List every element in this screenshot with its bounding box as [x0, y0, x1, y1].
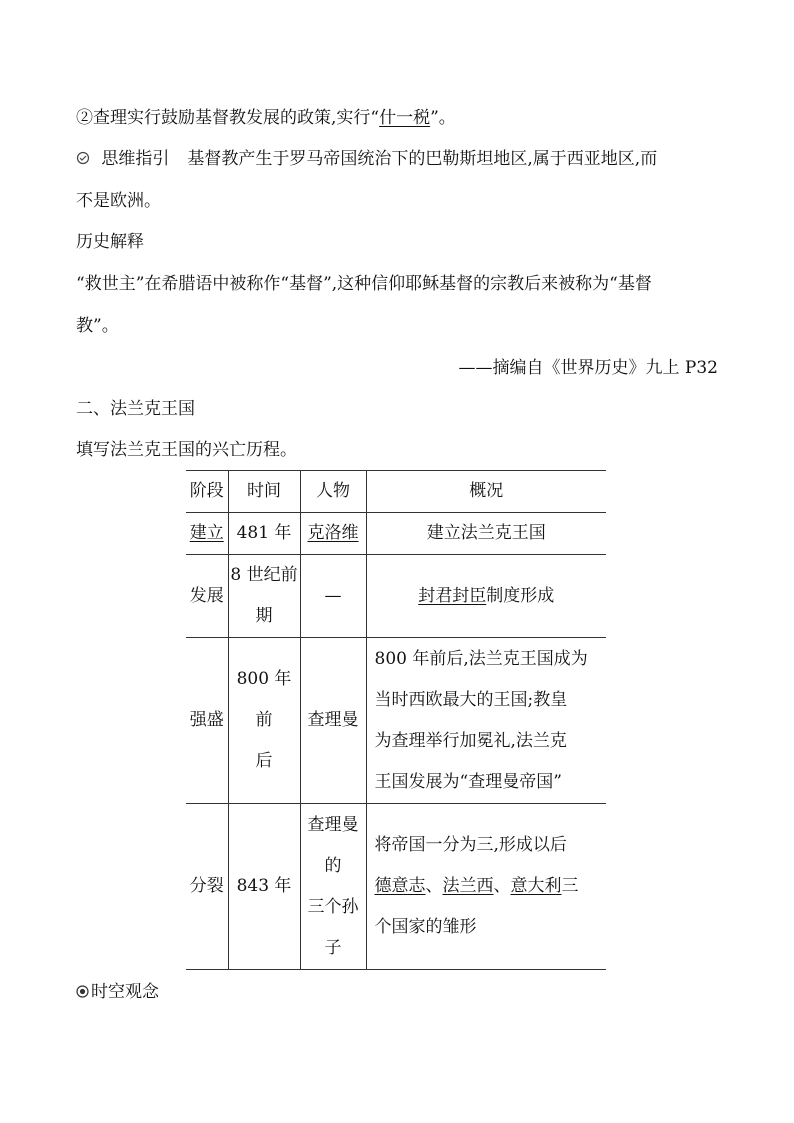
hint-icon — [76, 148, 90, 172]
policy-prefix: ②查理实行鼓励基督教发展的政策,实行“ — [76, 108, 380, 128]
policy-line — [76, 106, 456, 130]
time-cell: 8 世纪前 期 — [228, 555, 300, 638]
overview-cell: 800 年前后,法兰克王国成为 当时西欧最大的王国;教皇 为查理举行加冕礼,法兰克 王国发展为“查理曼帝国” — [366, 638, 606, 804]
overview-cell: 将帝国一分为三,形成以后 德意志、法兰西、意大利三 个国家的雏形 — [366, 804, 606, 970]
header-time: 时间 — [228, 471, 300, 513]
source-citation: ——摘编自《世界历史》九上 P32 — [458, 358, 718, 378]
hint-label: 思维指引 — [101, 149, 170, 169]
stage-cell: 分裂 — [186, 804, 228, 970]
country-italy: 意大利 — [510, 876, 562, 896]
section-title: 二、法兰克王国 — [76, 399, 195, 419]
section-instruction: 填写法兰克王国的兴亡历程。 — [76, 440, 297, 460]
overview-cell: 封君封臣制度形成 — [366, 555, 606, 638]
overview-cell: 建立法兰克王国 — [366, 513, 606, 555]
hint-text: 基督教产生于罗马帝国统治下的巴勒斯坦地区,属于西亚地区,而 — [187, 149, 658, 169]
frankish-kingdom-table — [186, 470, 606, 970]
person-cell: 查理曼 的 三个孙 子 — [300, 804, 366, 970]
policy-suffix: ”。 — [430, 108, 456, 128]
stage-cell: 强盛 — [186, 638, 228, 804]
stage-cell: 发展 — [186, 555, 228, 638]
table-header-row — [186, 471, 606, 513]
table-row — [186, 513, 606, 555]
target-icon — [76, 981, 89, 1005]
hint-text-cont: 不是欧洲。 — [76, 191, 161, 211]
history-text-cont: 教”。 — [76, 316, 119, 336]
country-france: 法兰西 — [442, 876, 494, 896]
country-germany: 德意志 — [374, 876, 426, 896]
tithe-answer: 什一税 — [379, 108, 431, 128]
feudal-answer: 封君封臣 — [418, 585, 487, 606]
footer-label: 时空观念 — [91, 982, 159, 1002]
history-heading: 历史解释 — [76, 232, 144, 252]
table-row — [186, 804, 606, 970]
table-row — [186, 638, 606, 804]
person-cell: 克洛维 — [300, 513, 366, 555]
header-overview: 概况 — [366, 471, 606, 513]
person-cell: — — [300, 555, 366, 638]
header-person: 人物 — [300, 471, 366, 513]
person-cell: 查理曼 — [300, 638, 366, 804]
header-stage: 阶段 — [186, 471, 228, 513]
time-cell: 481 年 — [228, 513, 300, 555]
stage-cell: 建立 — [186, 513, 228, 555]
footer-section — [76, 980, 159, 1005]
time-cell: 843 年 — [228, 804, 300, 970]
history-text: “救世主”在希腊语中被称作“基督”,这种信仰耶稣基督的宗教后来被称为“基督 — [76, 274, 652, 294]
time-cell: 800 年前 后 — [228, 638, 300, 804]
table-row — [186, 555, 606, 638]
thinking-hint — [76, 147, 657, 172]
